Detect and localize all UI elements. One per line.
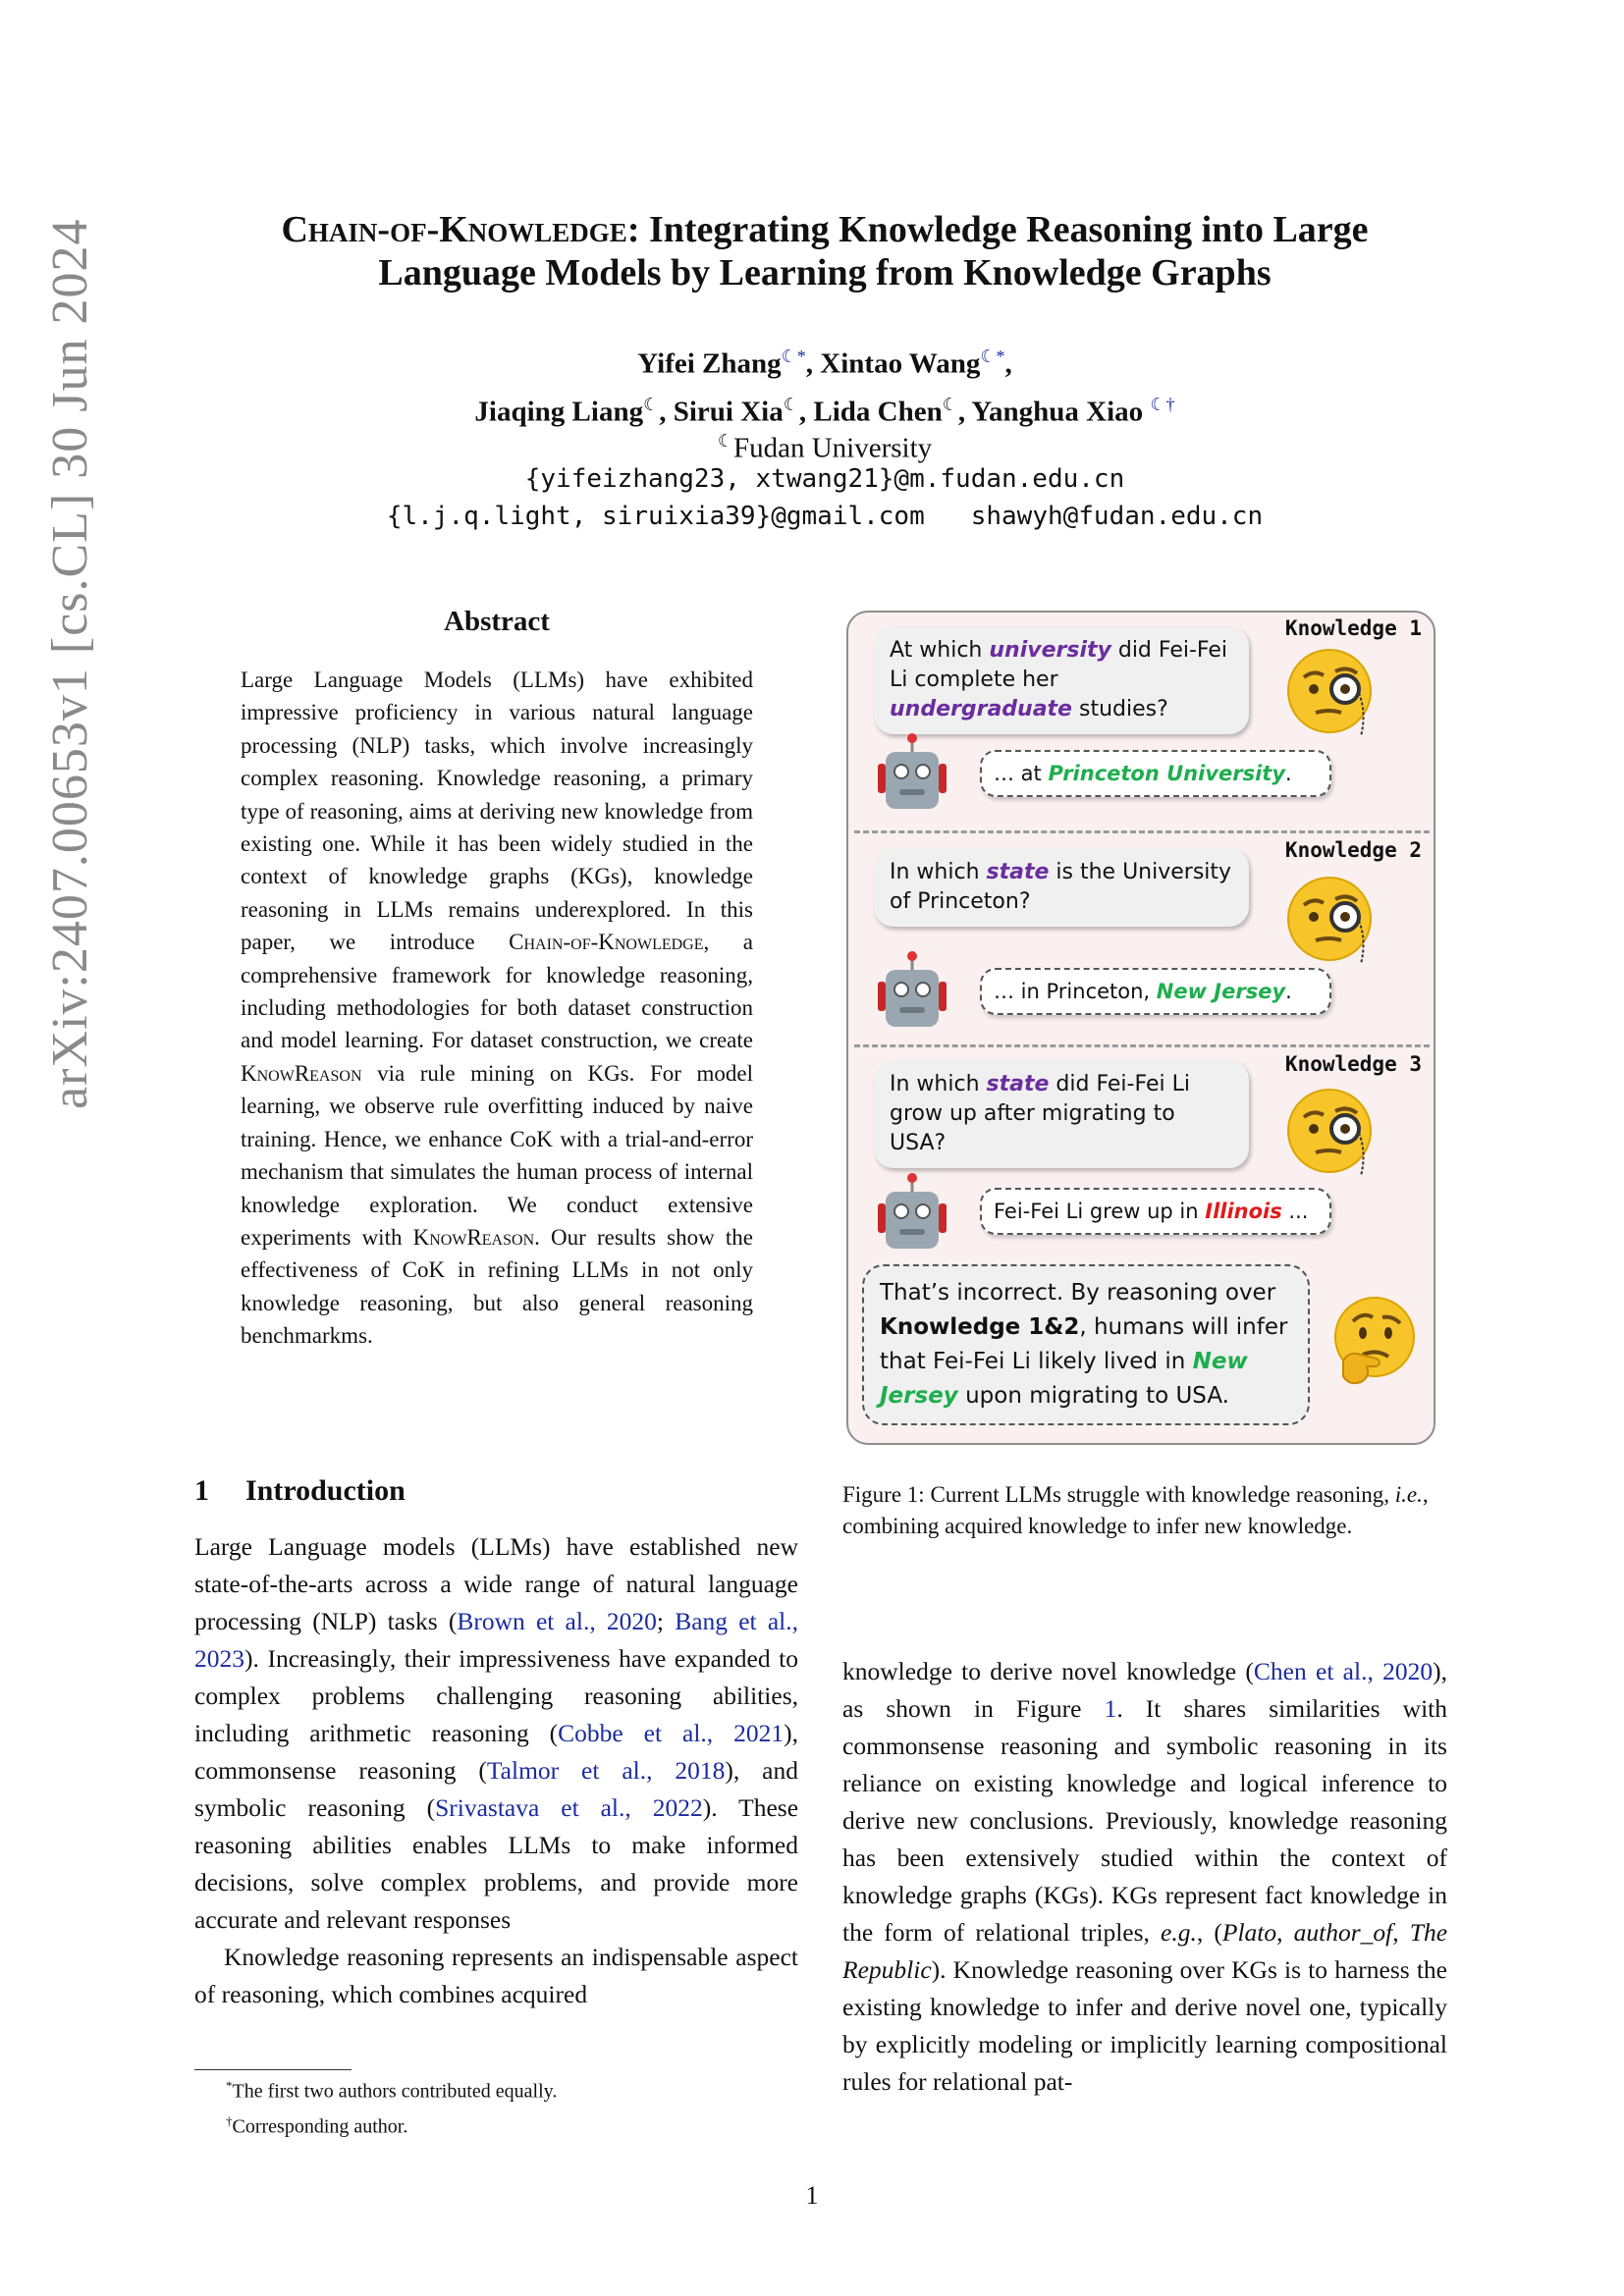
author-name: Sirui Xia: [673, 396, 784, 428]
email-line-2: {l.j.q.light, siruixia39}@gmail.com shawyh@fudan.edu.cn: [386, 502, 1264, 531]
abstract-body: [241, 664, 753, 1353]
author-mark: ☾: [942, 394, 958, 414]
highlight: Illinois: [1205, 1200, 1282, 1223]
highlight: undergraduate: [890, 697, 1072, 721]
citation-link[interactable]: Srivastava et al., 2022: [435, 1793, 703, 1822]
title-framework-name: Chain-of-Knowledge: [281, 209, 627, 250]
author-name: Yanghua Xiao: [971, 396, 1144, 428]
highlight: university: [989, 638, 1111, 663]
robot-icon: [872, 1172, 952, 1260]
author-mark: ☾: [783, 394, 799, 414]
text: ,: [1392, 1918, 1410, 1947]
text: Fei-Fei Li grew up in: [994, 1200, 1206, 1223]
arxiv-identifier: arXiv:2407.00653v1 [cs.CL] 30 Jun 2024: [42, 218, 98, 1109]
author-mark: ☾: [643, 394, 660, 414]
question-bubble: [874, 1060, 1249, 1168]
abstract-text: via rule mining on KGs. For model learning, we observe rule overfitting induced by naive training. Hence, we enhance CoK with a trial-and-error mechanism that simulates the human process of internal knowledge exploration. We conduct extensive experiments with: [241, 1060, 753, 1250]
text: i.e.: [1394, 1482, 1423, 1507]
text: ...: [1281, 1200, 1309, 1223]
footnotes: [226, 2071, 795, 2141]
text: ), commonsense reasoning (: [194, 1719, 798, 1785]
citation-link[interactable]: Chen et al., 2020: [1253, 1657, 1434, 1685]
figure-reference-link[interactable]: 1: [1104, 1694, 1117, 1723]
text: ). Knowledge reasoning over KGs is to harness the existing knowledge to infer and derive novel one, typically by explicitly modeling or implicitly learning compositional rules for relational pat-: [842, 1955, 1447, 2096]
abstract-heading: Abstract: [444, 606, 550, 637]
paragraph: [194, 1528, 798, 1939]
question-bubble: [874, 848, 1249, 927]
paragraph: Knowledge reasoning represents an indispensable aspect of reasoning, which combines acquired: [194, 1943, 798, 2008]
text: ). Increasingly, their impressiveness have expanded to complex problems challenging reasoning abilities, including arithmetic reasoning (: [194, 1644, 798, 1747]
monocle-face-emoji-icon: [1282, 870, 1380, 968]
text: ). These reasoning abilities enables LLMs to make informed decisions, solve complex problems, and provide more accurate and relevant responses: [194, 1793, 799, 1934]
author-name: Yifei Zhang: [637, 347, 782, 380]
paper-title: [147, 208, 1502, 294]
text: In which: [890, 1072, 987, 1096]
correction-bubble: [862, 1264, 1310, 1425]
question-bubble: [874, 626, 1249, 734]
text: That’s incorrect. By reasoning over: [880, 1280, 1276, 1306]
affiliation-mark: ☾: [717, 431, 733, 451]
dataset-name: KnowReason: [412, 1224, 535, 1250]
affiliation-name: Fudan University: [732, 432, 933, 464]
text: knowledge to derive novel knowledge (: [842, 1657, 1254, 1685]
author-mark: ☾*: [980, 347, 1005, 366]
citation-link[interactable]: Talmor et al., 2018: [486, 1756, 726, 1785]
text: … in Princeton,: [994, 980, 1157, 1003]
text: . It shares similarities with commonsense reasoning and symbolic reasoning in its reliance on existing knowledge and logical inference to derive new conclusions. Previously, knowledge reasoning has been extensively studied within the context of knowledge graphs (KGs). KGs represent fact knowledge in the form of relational triples,: [842, 1694, 1447, 1947]
text: studies?: [1071, 697, 1168, 721]
section-title: Introduction: [245, 1474, 406, 1507]
figure-1-knowledge-reasoning: [846, 611, 1435, 1445]
author-name: Jiaqing Liang: [474, 396, 644, 428]
text: In which: [890, 860, 987, 884]
author-mark: ☾†: [1150, 394, 1175, 414]
title-line2: Language Models by Learning from Knowledge Graphs: [378, 252, 1272, 294]
text: … at: [994, 762, 1049, 785]
section-divider: [854, 830, 1430, 833]
text: , (: [1196, 1918, 1222, 1947]
text: e.g.: [1161, 1918, 1197, 1947]
footnote: [226, 2107, 795, 2142]
abstract-text: , a comprehensive framework for knowledge reasoning, including methodologies for both dataset construction and model learning. For dataset construction, we create: [241, 930, 753, 1053]
page-number: 1: [805, 2181, 819, 2210]
abstract-text: Large Language Models (LLMs) have exhibited impressive proficiency in various natural language processing (NLP) tasks, which involve increasingly complex reasoning. Knowledge reasoning, a primary type of reasoning, aims at deriving new knowledge from existing one. While it has been widely studied in the context of knowledge graphs (KGs), knowledge reasoning in LLMs remains underexplored. In this paper, we introduce: [241, 667, 753, 955]
highlight: Princeton University: [1048, 762, 1286, 785]
figure-caption: [842, 1479, 1447, 1542]
section-heading: [194, 1474, 406, 1508]
abstract-text: . Our results show the effectiveness of CoK in refining LLMs in not only knowledge reasoning, but also general reasoning benchmarkms.: [241, 1224, 753, 1349]
footnote-text: Corresponding author.: [232, 2115, 408, 2138]
footnote-rule: [194, 2069, 352, 2070]
text: The Republic: [842, 1918, 1448, 1984]
knowledge-label: Knowledge 2: [1284, 838, 1422, 862]
intro-body: [194, 1528, 798, 2013]
text: At which: [890, 638, 990, 663]
author-name: Lida Chen: [813, 396, 943, 428]
text: did Fei-Fei Li grow up after migrating to USA?: [890, 1072, 1190, 1155]
monocle-face-emoji-icon: [1282, 642, 1380, 740]
text: did Fei-Fei Li complete her: [890, 638, 1228, 692]
text: , humans will infer that Fei-Fei Li likely lived in: [880, 1314, 1288, 1374]
text: ), as shown in Figure: [842, 1657, 1447, 1723]
text: upon migrating to USA.: [957, 1383, 1229, 1409]
section-number: 1: [194, 1474, 209, 1507]
text: author_of: [1293, 1918, 1393, 1947]
robot-icon: [872, 950, 952, 1039]
footnote-mark: †: [226, 2112, 233, 2128]
text: Large Language models (LLMs) have established new state-of-the-arts across a wide range of natural language processing (NLP) tasks (: [194, 1532, 798, 1635]
author-name: Xintao Wang: [820, 347, 981, 380]
text: .: [1285, 980, 1292, 1003]
knowledge-label: Knowledge 3: [1284, 1052, 1422, 1076]
highlight: New Jersey: [880, 1349, 1248, 1409]
citation-link[interactable]: Bang et al., 2023: [194, 1607, 798, 1673]
text: ;: [656, 1607, 676, 1635]
author-mark: ☾*: [781, 347, 806, 366]
text: .: [1285, 762, 1292, 785]
citation-link[interactable]: Cobbe et al., 2021: [558, 1719, 785, 1747]
answer-bubble: [980, 1188, 1331, 1235]
monocle-face-emoji-icon: [1282, 1082, 1380, 1180]
text: ), and symbolic reasoning (: [194, 1756, 798, 1822]
text: ,: [1276, 1918, 1294, 1947]
footnote: [226, 2071, 795, 2107]
citation-link[interactable]: Brown et al., 2020: [457, 1607, 657, 1635]
footnote-mark: *: [226, 2078, 233, 2093]
answer-bubble: [980, 750, 1331, 797]
dataset-name: KnowReason: [241, 1060, 362, 1086]
robot-icon: [872, 732, 952, 821]
highlight: state: [986, 860, 1050, 884]
highlight: state: [986, 1072, 1050, 1096]
author-list: Yifei Zhang☾*, Xintao Wang☾*, Jiaqing Liang☾, Sirui Xia☾, Lida Chen☾, Yanghua Xiao ☾†: [474, 347, 1175, 428]
highlight: New Jersey: [1156, 980, 1286, 1003]
section-divider: [854, 1044, 1430, 1047]
title-line1-rest: : Integrating Knowledge Reasoning into Large: [626, 209, 1369, 250]
footnote-text: The first two authors contributed equally.: [232, 2080, 558, 2103]
text: , combining acquired knowledge to infer new knowledge.: [842, 1482, 1429, 1538]
framework-name: Chain-of-Knowledge: [509, 930, 704, 955]
text: Plato: [1221, 1918, 1277, 1947]
right-column-body: [842, 1653, 1447, 2101]
paragraph: [842, 1653, 1447, 2101]
text: Figure 1: Current LLMs struggle with knowledge reasoning,: [842, 1482, 1395, 1507]
thinking-face-emoji-icon: [1324, 1292, 1422, 1390]
email-line-1: {yifeizhang23, xtwang21}@m.fudan.edu.cn: [524, 464, 1125, 494]
bold-text: Knowledge 1&2: [880, 1314, 1080, 1340]
knowledge-label: Knowledge 1: [1284, 616, 1422, 640]
answer-bubble: [980, 968, 1331, 1015]
text: is the University of Princeton?: [890, 860, 1232, 914]
